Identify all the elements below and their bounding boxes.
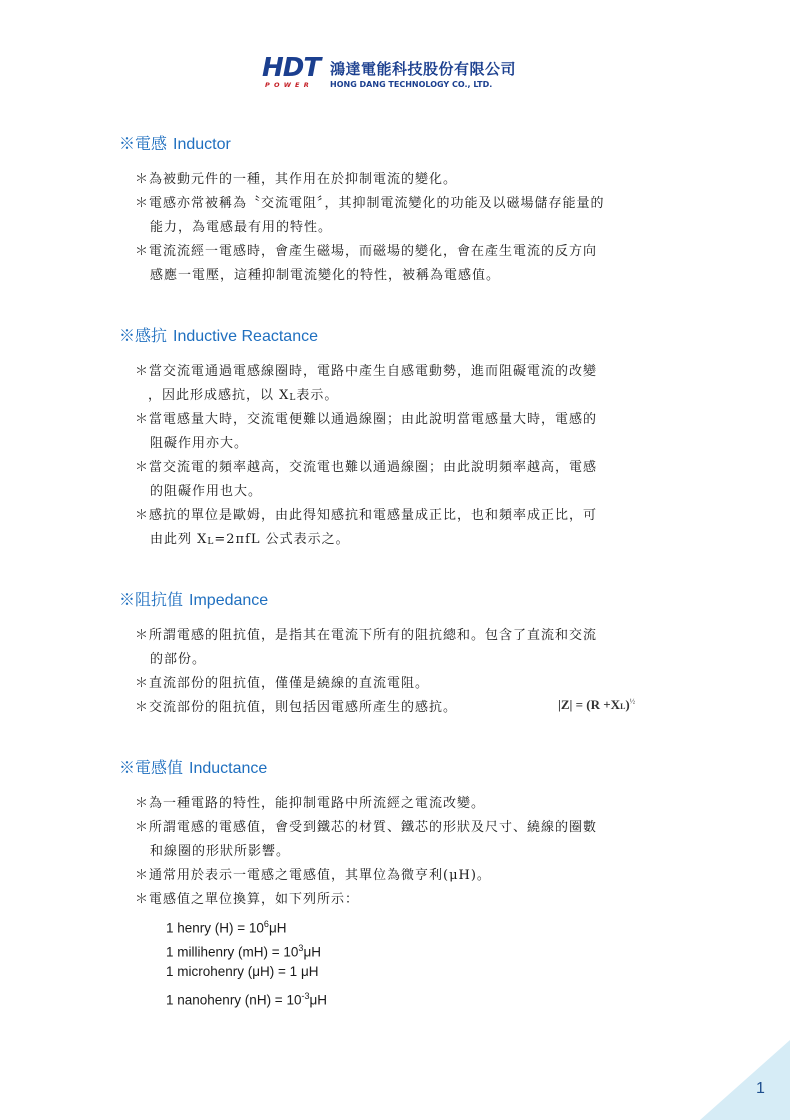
paragraph-line: 的部份。 xyxy=(150,652,207,667)
paragraph-line: 和線圈的形狀所影響。 xyxy=(150,844,291,859)
paragraph-line: 能力，為電感最有用的特性。 xyxy=(150,220,333,235)
paragraph-line: ＊電感亦常被稱為〝交流電阻〞，其抑制電流變化的功能及以磁場儲存能量的 xyxy=(135,196,605,211)
paragraph-line: ＊電感值之單位換算，如下列所示： xyxy=(135,892,360,907)
paragraph-line: ＊當電感量大時，交流電便難以通過線圈；由此說明當電感量大時，電感的 xyxy=(135,412,598,427)
paragraph-line: ＊為被動元件的一種，其作用在於抑制電流的變化。 xyxy=(135,172,458,187)
paragraph-line: ＊直流部份的阻抗值，僅僅是繞線的直流電阻。 xyxy=(135,676,430,691)
page-number: 1 xyxy=(756,1080,765,1097)
corner-decoration xyxy=(670,1020,790,1120)
paragraph-line: ＊通常用於表示一電感之電感值，其單位為微亨利(μH)。 xyxy=(135,868,491,883)
unit-conversion-nanohenry: 1 nanohenry $(nH) = 10^{-3}\mu H$ xyxy=(166,991,328,1008)
unit-conversion-henry: 1 henry $(H) = 10^6\mu H$ xyxy=(166,919,287,936)
paragraph-line: 的阻礙作用也大。 xyxy=(150,484,263,499)
impedance-formula: $|Z| = (R +XL)^{\frac{1}{2}}$ xyxy=(558,697,636,712)
paragraph-line: ＊當交流電的頻率越高，交流電也難以通過線圈；由此說明頻率越高，電感 xyxy=(135,460,598,475)
paragraph-line: ＊交流部份的阻抗值，則包括因電感所產生的感抗。 xyxy=(135,700,458,715)
section-impedance xyxy=(119,588,268,612)
paragraph-line: ＊當交流電通過電感線圈時，電路中產生自感電動勢，進而阻礙電流的改變 xyxy=(135,364,598,379)
paragraph-line: 阻礙作用亦大。 xyxy=(150,436,249,451)
unit-conversion-millihenry: 1 millihenry $(mH) = 10^3\mu H$ xyxy=(166,943,321,960)
paragraph-line: ＊所謂電感的電感值，會受到鐵芯的材質、鐵芯的形狀及尺寸、繞線的圈數 xyxy=(135,820,598,835)
section-title: ※電感值 Inductance xyxy=(119,758,268,777)
paragraph-line: 感應一電壓，這種抑制電流變化的特性，被稱為電感值。 xyxy=(150,268,501,283)
paragraph-line: ＊為一種電路的特性，能抑制電路中所流經之電流改變。 xyxy=(135,796,486,811)
company-logo: HDT xyxy=(262,53,321,83)
company-name-en: HONG DANG TECHNOLOGY CO., LTD. xyxy=(330,80,493,89)
section-title: ※感抗 Inductive Reactance xyxy=(119,326,318,345)
section-title: ※電感 Inductor xyxy=(119,134,231,153)
paragraph-line: ＊所謂電感的阻抗值，是指其在電流下所有的阻抗總和。包含了直流和交流 xyxy=(135,628,598,643)
paragraph-line: ＊感抗的單位是歐姆，由此得知感抗和電感量成正比，也和頻率成正比，可 xyxy=(135,508,598,523)
paragraph-line: 由此列 XL=2πfL 公式表示之。 xyxy=(150,532,350,547)
section-inductance xyxy=(119,756,267,780)
company-name-zh: 鴻達電能科技股份有限公司 xyxy=(330,60,517,78)
section-title: ※阻抗值 Impedance xyxy=(119,590,269,609)
section-inductive-reactance xyxy=(119,324,318,348)
company-header xyxy=(262,54,562,94)
paragraph-line: ，因此形成感抗，以 XL表示。 xyxy=(148,388,339,403)
section-inductor xyxy=(119,132,231,156)
unit-conversion-microhenry: 1 microhenry (μH) = 1 μH xyxy=(166,964,319,979)
logo-power-text: POWER xyxy=(265,81,313,89)
paragraph-line: ＊電流流經一電感時，會產生磁場，而磁場的變化，會在產生電流的反方向 xyxy=(135,244,598,259)
